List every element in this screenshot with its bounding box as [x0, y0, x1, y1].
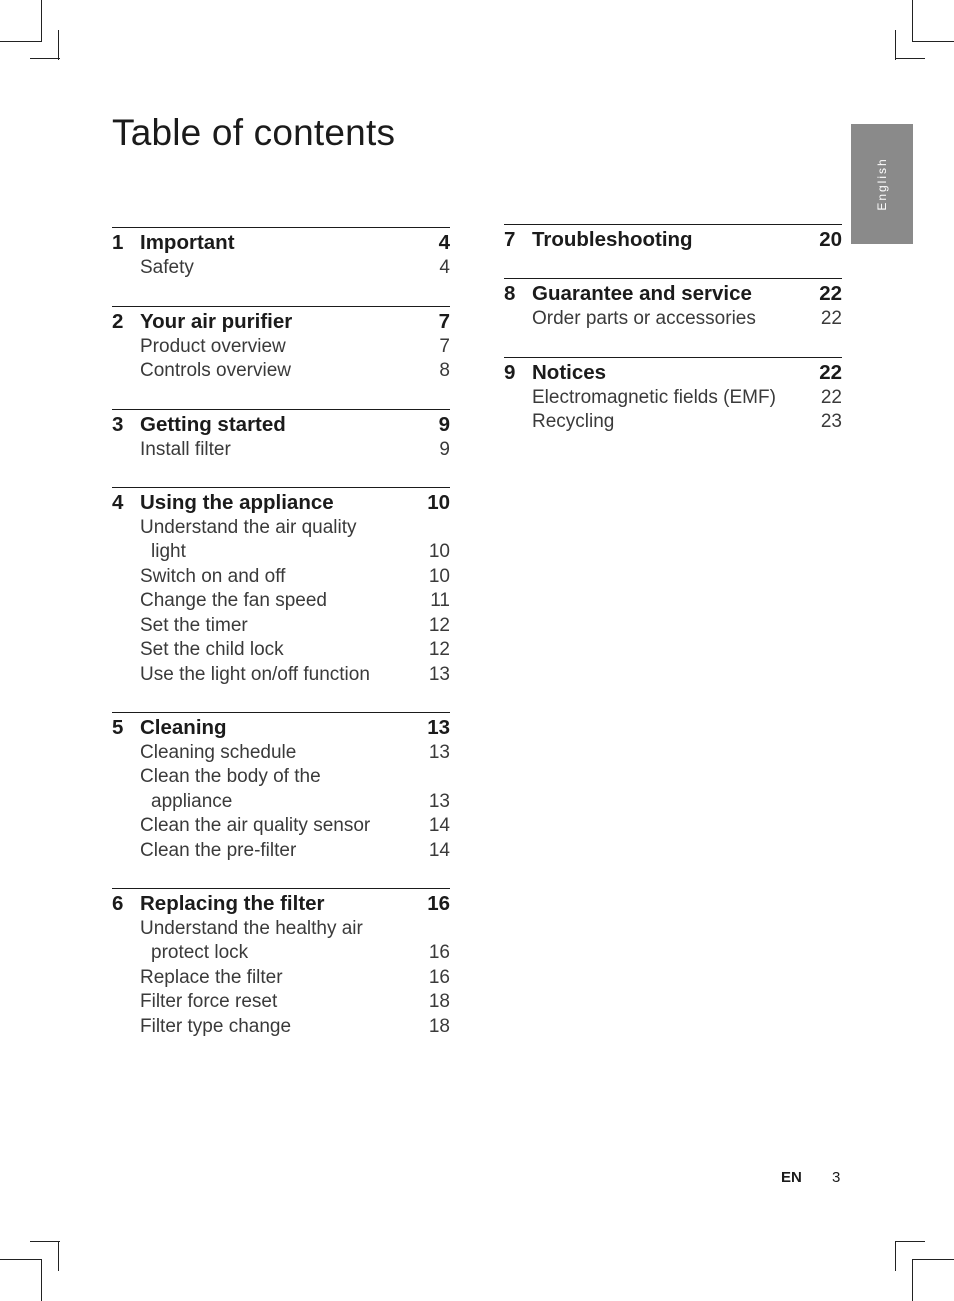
toc-section [112, 306, 450, 384]
chapter-page: 7 [438, 310, 450, 333]
toc-entry[interactable] [112, 839, 450, 864]
toc-entry[interactable] [112, 614, 450, 639]
chapter-title: Important [140, 231, 235, 254]
entry-label: Change the fan speed [140, 590, 327, 611]
toc-section [504, 357, 842, 435]
entry-page: 10 [428, 565, 450, 587]
toc-chapter[interactable] [112, 716, 450, 741]
toc-chapter[interactable] [112, 892, 450, 917]
toc-entry-continuation[interactable] [112, 790, 450, 815]
toc-entry[interactable] [112, 663, 450, 688]
toc-section [112, 487, 450, 687]
entry-label: Understand the air quality [140, 516, 357, 538]
toc-entry[interactable] [112, 516, 450, 541]
toc-section [112, 227, 450, 280]
chapter-page: 22 [819, 361, 842, 384]
toc-chapter[interactable] [504, 282, 842, 307]
toc-entry[interactable] [112, 438, 450, 463]
entry-label-continued: protect lock [151, 942, 249, 963]
language-tab [851, 124, 913, 244]
toc-entry[interactable] [504, 386, 842, 411]
language-tab-label: English [875, 157, 889, 211]
toc-entry[interactable] [112, 741, 450, 766]
entry-label: Filter type change [140, 1015, 292, 1037]
chapter-title: Cleaning [140, 716, 227, 739]
toc-entry[interactable] [504, 307, 842, 332]
toc-chapter[interactable] [112, 413, 450, 438]
toc-entry[interactable] [112, 256, 450, 281]
entry-label: Safety [140, 256, 194, 278]
entry-page: 13 [428, 790, 450, 812]
toc-chapter[interactable] [112, 491, 450, 516]
toc-entry[interactable] [112, 565, 450, 590]
entry-label: Set the timer [140, 614, 248, 636]
chapter-number: 4 [112, 491, 124, 514]
entry-page: 12 [428, 639, 450, 660]
footer-language: EN [781, 1169, 802, 1186]
entry-page: 7 [439, 335, 450, 357]
entry-label-continued: appliance [151, 790, 233, 812]
chapter-title: Replacing the filter [140, 892, 325, 915]
chapter-number: 6 [112, 892, 124, 915]
entry-page: 22 [820, 307, 842, 329]
chapter-number: 7 [504, 228, 516, 251]
chapter-page: 4 [438, 231, 450, 254]
entry-page: 14 [428, 839, 450, 861]
toc-entry-continuation[interactable] [112, 540, 450, 565]
toc-entry[interactable] [112, 990, 450, 1015]
chapter-title: Getting started [140, 413, 286, 436]
chapter-number: 9 [504, 361, 516, 384]
toc-entry[interactable] [504, 410, 842, 435]
entry-page: 18 [428, 991, 450, 1012]
toc-entry-continuation[interactable] [112, 941, 450, 966]
chapter-number: 3 [112, 413, 124, 436]
chapter-title: Your air purifier [140, 310, 293, 333]
chapter-page: 22 [819, 282, 842, 305]
entry-page: 22 [820, 386, 842, 408]
entry-label: Replace the filter [140, 966, 283, 988]
entry-label: Clean the body of the [140, 766, 321, 787]
toc-entry[interactable] [112, 589, 450, 614]
toc-entry[interactable] [112, 335, 450, 360]
chapter-page: 13 [427, 716, 450, 739]
page-title: Table of contents [112, 112, 396, 153]
chapter-title: Notices [532, 361, 607, 384]
chapter-title: Using the appliance [140, 491, 334, 514]
toc-entry[interactable] [112, 917, 450, 942]
toc-section [112, 888, 450, 1039]
footer-page-number: 3 [832, 1169, 841, 1186]
toc-entry[interactable] [112, 359, 450, 384]
chapter-page: 10 [427, 491, 450, 514]
chapter-title: Guarantee and service [532, 282, 752, 305]
entry-page: 12 [428, 614, 450, 636]
toc-chapter[interactable] [112, 231, 450, 256]
chapter-page: 20 [819, 228, 842, 251]
entry-label: Clean the air quality sensor [140, 815, 371, 836]
chapter-page: 16 [427, 892, 450, 915]
chapter-number: 2 [112, 310, 124, 333]
entry-page: 16 [428, 966, 450, 988]
entry-label: Cleaning schedule [140, 741, 297, 763]
entry-page: 10 [428, 541, 450, 562]
toc-entry[interactable] [112, 1015, 450, 1040]
chapter-number: 8 [504, 282, 516, 305]
entry-label: Electromagnetic fields (EMF) [532, 386, 776, 408]
toc-section [504, 278, 842, 331]
entry-label-continued: light [151, 541, 186, 562]
toc-chapter[interactable] [504, 228, 842, 253]
entry-label: Order parts or accessories [532, 307, 756, 329]
entry-label: Understand the healthy air [140, 917, 363, 939]
toc-section [112, 409, 450, 462]
toc-chapter[interactable] [504, 361, 842, 386]
chapter-title: Troubleshooting [532, 228, 693, 251]
entry-label: Clean the pre-filter [140, 839, 297, 861]
entry-page: 4 [439, 256, 450, 278]
chapter-number: 5 [112, 716, 124, 739]
entry-page: 13 [428, 663, 450, 685]
toc-chapter[interactable] [112, 310, 450, 335]
toc-entry[interactable] [112, 638, 450, 663]
entry-page: 11 [430, 590, 450, 611]
chapter-number: 1 [112, 231, 124, 254]
toc-entry[interactable] [112, 765, 450, 790]
entry-page: 13 [428, 741, 450, 763]
toc-entry[interactable] [112, 966, 450, 991]
entry-page: 18 [428, 1015, 450, 1037]
entry-label: Recycling [532, 411, 615, 432]
entry-label: Use the light on/off function [140, 663, 370, 685]
entry-page: 23 [820, 411, 842, 432]
entry-page: 9 [439, 438, 450, 460]
entry-label: Install filter [140, 438, 231, 460]
entry-label: Switch on and off [140, 565, 286, 587]
chapter-page: 9 [438, 413, 450, 436]
toc-section [112, 712, 450, 863]
entry-label: Controls overview [140, 360, 291, 381]
toc-section [504, 224, 842, 253]
entry-label: Set the child lock [140, 639, 284, 660]
entry-page: 16 [428, 942, 450, 963]
entry-page: 8 [439, 360, 450, 381]
entry-label: Product overview [140, 335, 286, 357]
entry-page: 14 [428, 815, 450, 836]
toc-entry[interactable] [112, 814, 450, 839]
entry-label: Filter force reset [140, 991, 278, 1012]
